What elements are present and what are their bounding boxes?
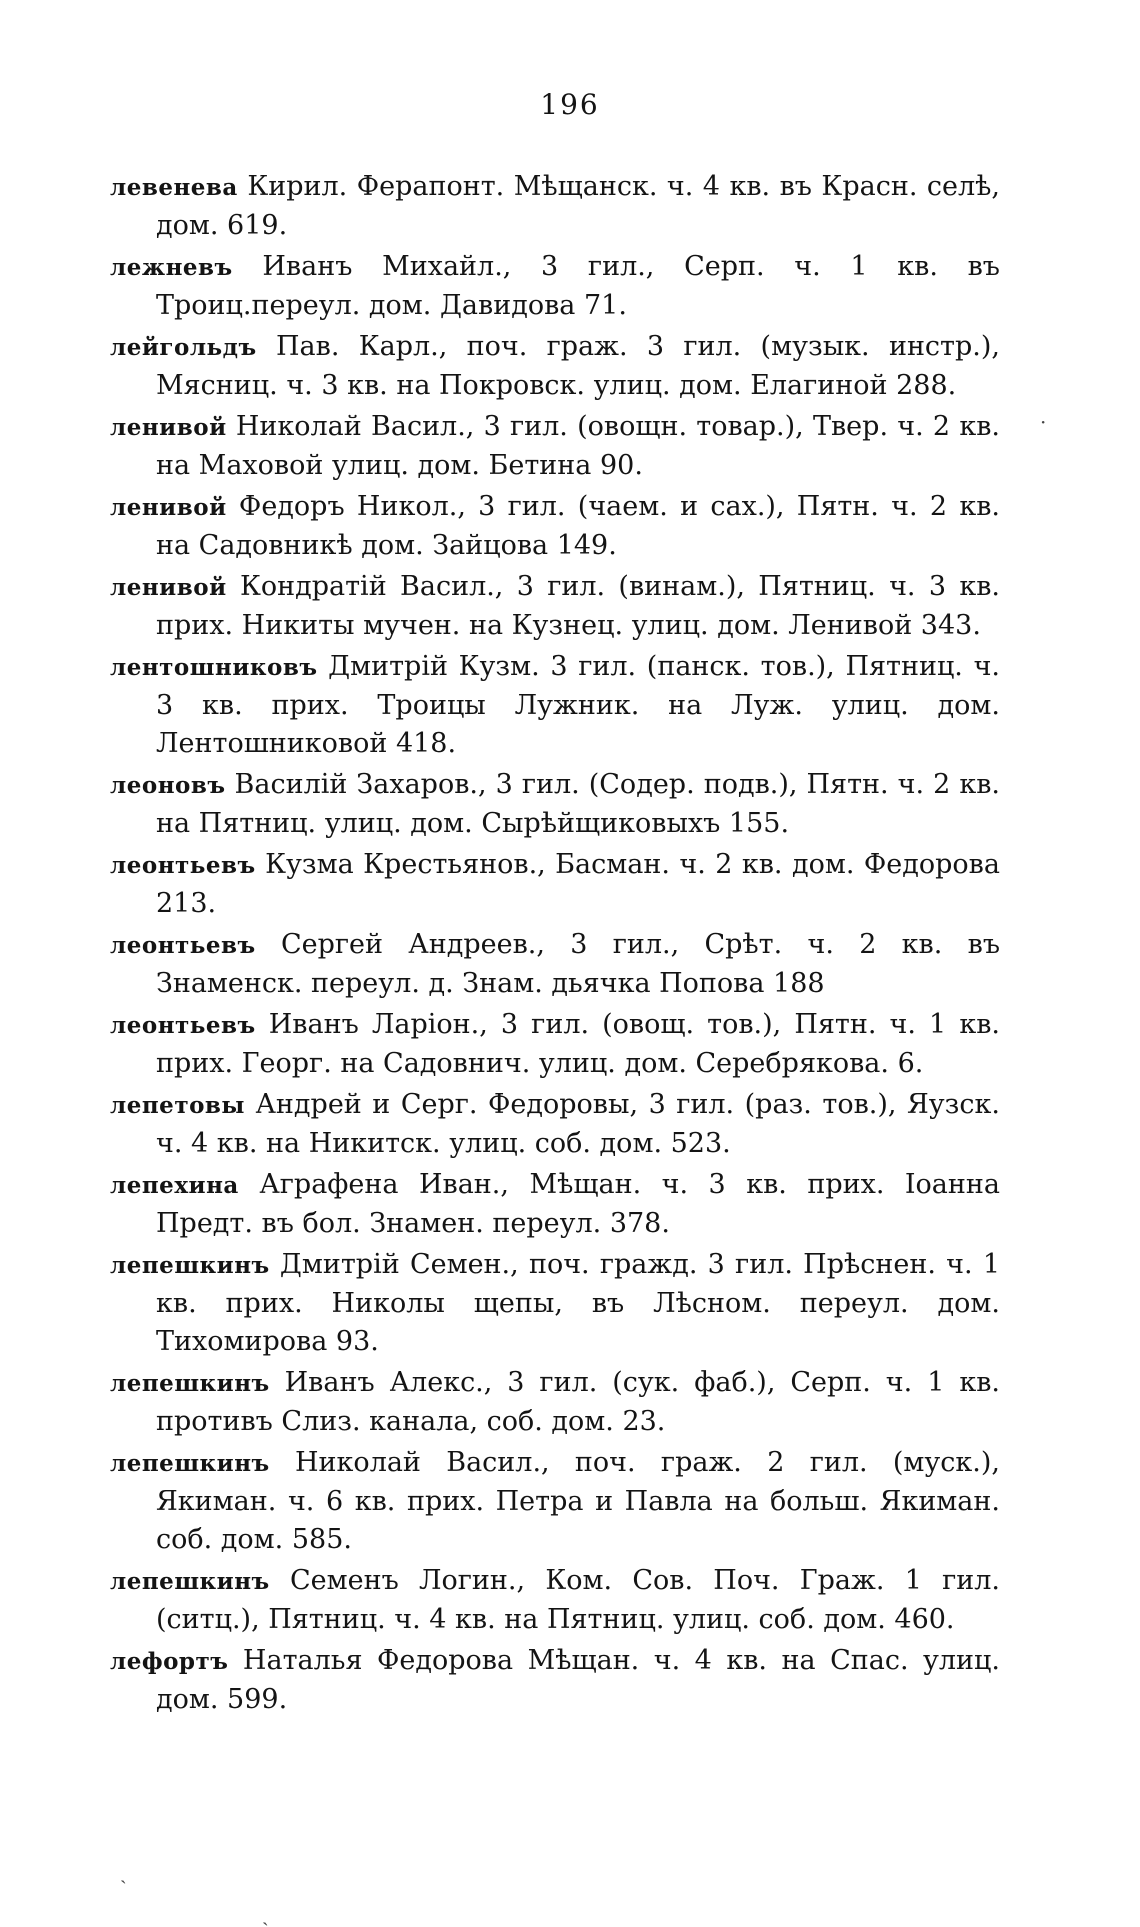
entry-surname: лепешкинъ bbox=[110, 1450, 270, 1477]
entry-surname: лентошниковъ bbox=[110, 654, 318, 681]
directory-entry bbox=[110, 168, 1000, 245]
directory-entry bbox=[110, 648, 1000, 763]
entry-surname: лепешкинъ bbox=[110, 1370, 270, 1397]
entry-surname: леонтьевъ bbox=[110, 852, 256, 879]
entry-details: Федоръ Никол., 3 гил. (чаем. и сах.), Пятн. ч. 2 кв. на Садовникѣ дом. Зайцова 149. bbox=[156, 491, 1000, 561]
entry-surname: ленивой bbox=[110, 574, 227, 601]
entry-details: Николай Васил., поч. граж. 2 гил. (муск.), Якиман. ч. 6 кв. прих. Петра и Павла на больш. Якиман. соб. дом. 585. bbox=[156, 1447, 1000, 1555]
directory-entries bbox=[110, 168, 1000, 1722]
directory-entry bbox=[110, 1246, 1000, 1361]
entry-surname: леонтьевъ bbox=[110, 1012, 256, 1039]
directory-entry bbox=[110, 408, 1000, 485]
directory-entry bbox=[110, 766, 1000, 843]
entry-details: Андрей и Серг. Федоровы, 3 гил. (раз. тов.), Яузск. ч. 4 кв. на Никитск. улиц. соб. дом. 523. bbox=[156, 1089, 1000, 1159]
entry-details: Кирил. Ферапонт. Мѣщанск. ч. 4 кв. въ Красн. селѣ, дом. 619. bbox=[156, 171, 1000, 241]
directory-entry bbox=[110, 1006, 1000, 1083]
directory-entry bbox=[110, 1642, 1000, 1719]
entry-details: Кондратій Васил., 3 гил. (винам.), Пятниц. ч. 3 кв. прих. Никиты мучен. на Кузнец. улиц. дом. Ленивой 343. bbox=[156, 571, 1000, 641]
entry-surname: лепехина bbox=[110, 1172, 239, 1199]
entry-surname: леонтьевъ bbox=[110, 932, 256, 959]
entry-details: Дмитрій Кузм. 3 гил. (панск. тов.), Пятниц. ч. 3 кв. прих. Троицы Лужник. на Луж. улиц. дом. Лентошниковой 418. bbox=[156, 651, 1001, 759]
entry-details: Кузма Крестьянов., Басман. ч. 2 кв. дом. Федорова 213. bbox=[156, 849, 1000, 919]
entry-details: Дмитрій Семен., поч. гражд. 3 гил. Прѣснен. ч. 1 кв. прих. Николы щепы, въ Лѣсном. переул. дом. Тихомирова 93. bbox=[156, 1249, 1000, 1357]
entry-details: Василій Захаров., 3 гил. (Содер. подв.), Пятн. ч. 2 кв. на Пятниц. улиц. дом. Сырѣйщиковыхъ 155. bbox=[156, 769, 1000, 839]
entry-details: Сергей Андреев., 3 гил., Срѣт. ч. 2 кв. въ Знаменск. переул. д. Знам. дьячка Попова 188 bbox=[156, 929, 1000, 999]
directory-entry bbox=[110, 1562, 1000, 1639]
entry-details: Иванъ Ларіон., 3 гил. (овощ. тов.), Пятн. ч. 1 кв. прих. Георг. на Садовнич. улиц. дом. Серебрякова. 6. bbox=[156, 1009, 1000, 1079]
paper-speck: · bbox=[1040, 410, 1047, 434]
entry-surname: лейгольдъ bbox=[110, 334, 257, 361]
entry-details: Николай Васил., 3 гил. (овощн. товар.), Твер. ч. 2 кв. на Маховой улиц. дом. Бетина 90. bbox=[156, 411, 1000, 481]
entry-surname: леоновъ bbox=[110, 772, 226, 799]
entry-details: Аграфена Иван., Мѣщан. ч. 3 кв. прих. Іоанна Предт. въ бол. Знамен. переул. 378. bbox=[156, 1169, 1000, 1239]
directory-entry bbox=[110, 846, 1000, 923]
directory-entry bbox=[110, 1444, 1000, 1559]
directory-entry bbox=[110, 1086, 1000, 1163]
directory-entry bbox=[110, 248, 1000, 325]
entry-details: Иванъ Алекс., 3 гил. (сук. фаб.), Серп. ч. 1 кв. противъ Слиз. канала, соб. дом. 23. bbox=[156, 1367, 1000, 1437]
entry-surname: лепешкинъ bbox=[110, 1568, 270, 1595]
entry-surname: лефортъ bbox=[110, 1648, 229, 1675]
paper-speck: ˎ bbox=[262, 1902, 269, 1926]
directory-entry bbox=[110, 328, 1000, 405]
page-number: 196 bbox=[540, 88, 600, 121]
directory-entry bbox=[110, 568, 1000, 645]
entry-details: Наталья Федорова Мѣщан. ч. 4 кв. на Спас. улиц. дом. 599. bbox=[156, 1645, 1000, 1715]
paper-speck: ˏ bbox=[120, 1860, 127, 1884]
entry-details: Пав. Карл., поч. граж. 3 гил. (музык. инстр.), Мясниц. ч. 3 кв. на Покровск. улиц. дом. Елагиной 288. bbox=[156, 331, 1000, 401]
entry-surname: левенева bbox=[110, 174, 238, 201]
directory-entry bbox=[110, 1166, 1000, 1243]
entry-details: Семенъ Логин., Ком. Сов. Поч. Граж. 1 гил. (ситц.), Пятниц. ч. 4 кв. на Пятниц. улиц. соб. дом. 460. bbox=[156, 1565, 1000, 1635]
directory-entry bbox=[110, 926, 1000, 1003]
entry-surname: ленивой bbox=[110, 414, 227, 441]
entry-surname: лепетовы bbox=[110, 1092, 245, 1119]
entry-surname: лепешкинъ bbox=[110, 1252, 270, 1279]
directory-entry bbox=[110, 1364, 1000, 1441]
directory-entry bbox=[110, 488, 1000, 565]
entry-surname: ленивой bbox=[110, 494, 227, 521]
entry-surname: лежневъ bbox=[110, 254, 233, 281]
entry-details: Иванъ Михайл., 3 гил., Серп. ч. 1 кв. въ Троиц.переул. дом. Давидова 71. bbox=[156, 251, 1000, 321]
